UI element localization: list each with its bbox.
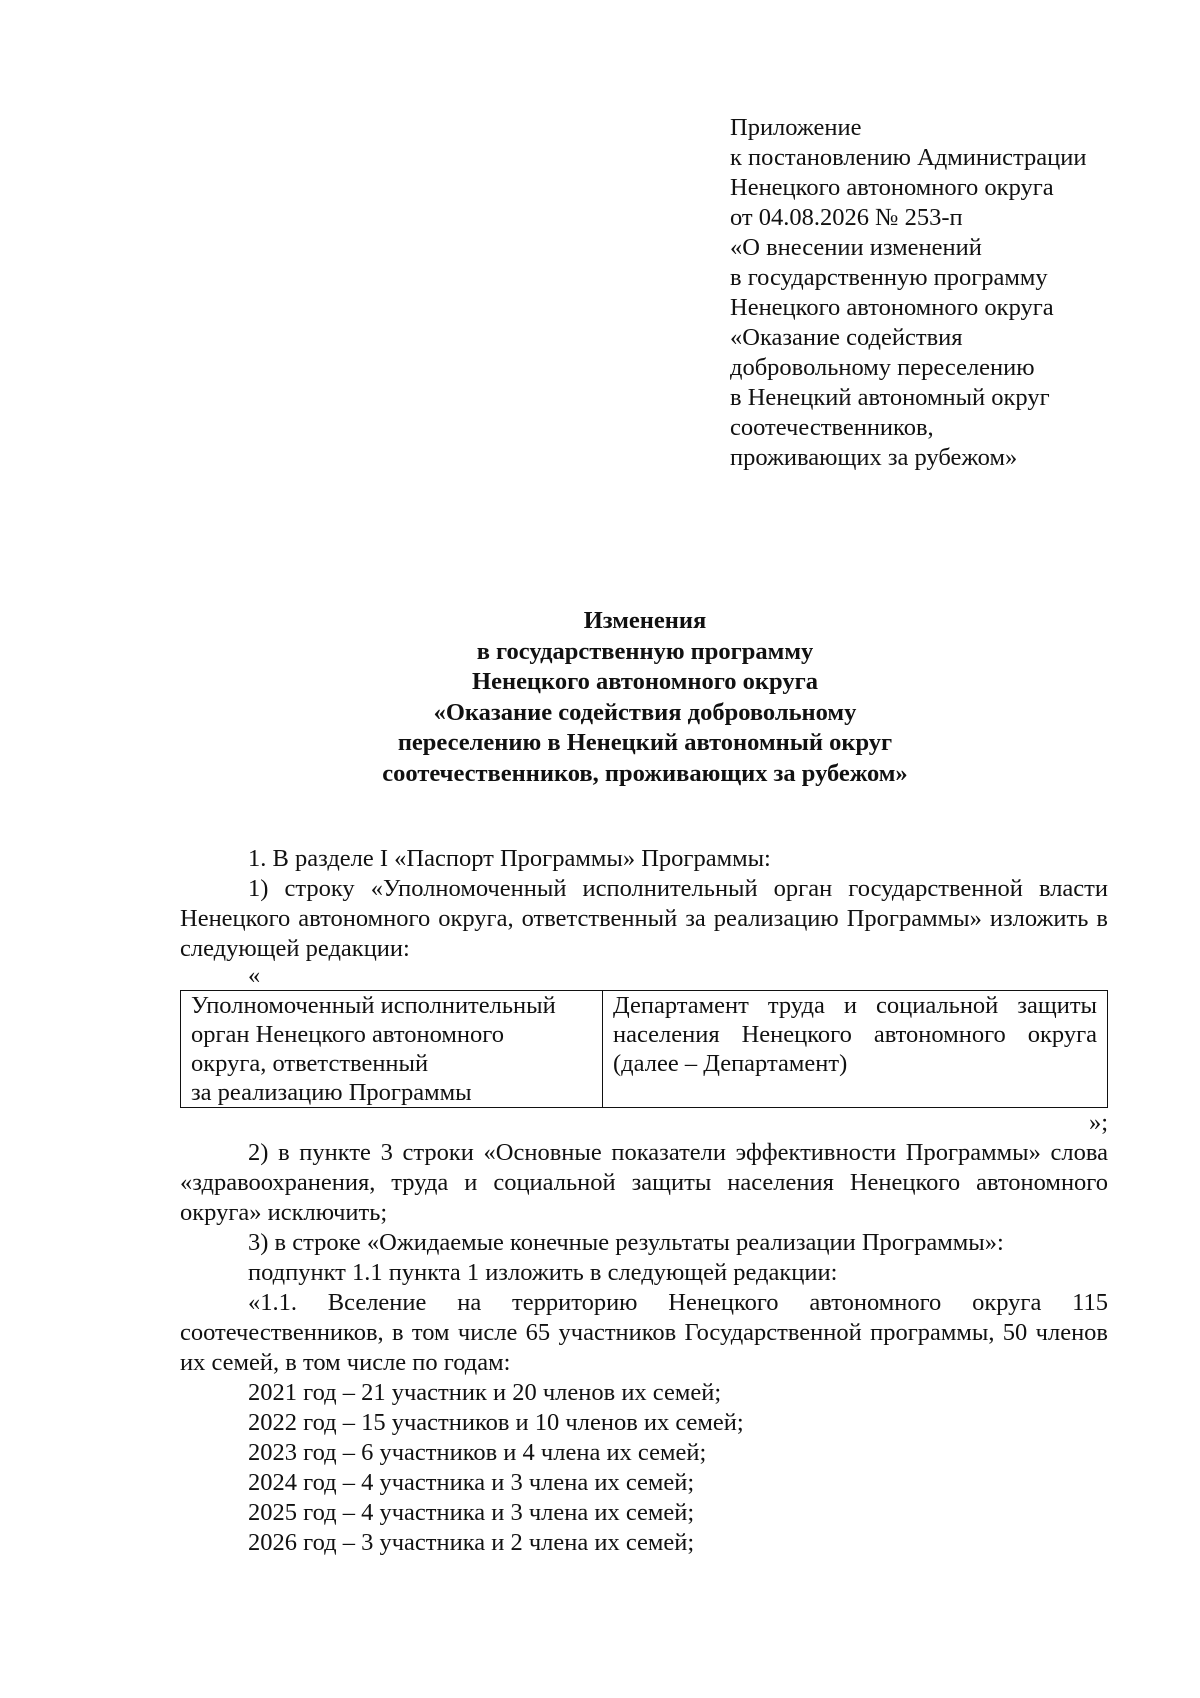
appendix-line: в Ненецкий автономный округ [730, 384, 1050, 411]
quote-open-mark: « [248, 962, 261, 989]
title-line: Изменения [583, 607, 707, 634]
passport-table [180, 990, 1108, 1108]
table-cell-value: Департамент труда и социальной защиты населения Ненецкого автономного округа (далее – Департамент) [603, 991, 1108, 1108]
table-row [181, 991, 1108, 1108]
year-item: 2023 год – 6 участников и 4 члена их семей; [248, 1439, 707, 1466]
paragraph: 2) в пункте 3 строки «Основные показатели эффективности Программы» слова «здравоохранения, труда и социальной защиты населения Ненецкого автономного округа» исключить; [180, 1139, 1108, 1226]
appendix-line: проживающих за рубежом» [730, 444, 1018, 471]
title-line: переселению в Ненецкий автономный округ [397, 729, 893, 756]
quote-close-mark: »; [1088, 1109, 1108, 1136]
title-line: соотечественников, проживающих за рубежом» [382, 759, 908, 787]
appendix-line: Ненецкого автономного округа [730, 294, 1054, 321]
cell-line: Уполномоченный исполнительный [191, 992, 556, 1019]
cell-line: орган Ненецкого автономного [191, 1021, 504, 1048]
paragraph: 1. В разделе I «Паспорт Программы» Программы: [248, 845, 771, 872]
document-title [180, 606, 1110, 789]
paragraph: 1) строку «Уполномоченный исполнительный орган государственной власти Ненецкого автономного округа, ответственный за реализацию Программы» изложить в следующей редакции: [180, 875, 1108, 962]
title-line: «Оказание содействия добровольному [433, 698, 857, 726]
year-item: 2025 год – 4 участника и 3 члена их семей; [248, 1499, 695, 1526]
year-item: 2024 год – 4 участника и 3 члена их семей; [248, 1469, 695, 1496]
paragraph: «1.1. Вселение на территорию Ненецкого автономного округа 115 соотечественников, в том числе 65 участников Государственной программы, 50 членов их семей, в том числе по годам: [180, 1289, 1108, 1376]
appendix-line: Приложение [730, 114, 862, 141]
paragraph: подпункт 1.1 пункта 1 изложить в следующей редакции: [248, 1259, 838, 1286]
year-item: 2022 год – 15 участников и 10 членов их семей; [248, 1409, 744, 1436]
appendix-line: Ненецкого автономного округа [730, 174, 1054, 201]
appendix-line: к постановлению Администрации [730, 144, 1087, 171]
appendix-header [730, 113, 1170, 473]
appendix-line: «Оказание содействия [730, 324, 963, 351]
title-line: Ненецкого автономного округа [472, 668, 818, 695]
table-cell-label [181, 991, 603, 1108]
appendix-line: от 04.08.2026 № 253-п [730, 204, 963, 231]
year-item: 2021 год – 21 участник и 20 членов их семей; [248, 1379, 722, 1406]
document-body [180, 844, 1108, 1558]
cell-line: округа, ответственный [191, 1050, 429, 1077]
appendix-line: добровольному переселению [730, 354, 1035, 381]
appendix-line: соотечественников, [730, 414, 934, 441]
paragraph: 3) в строке «Ожидаемые конечные результаты реализации Программы»: [248, 1229, 1004, 1256]
year-item: 2026 год – 3 участника и 2 члена их семей; [248, 1529, 695, 1556]
title-line: в государственную программу [476, 637, 814, 665]
cell-line: за реализацию Программы [191, 1079, 472, 1106]
appendix-line: «О внесении изменений [730, 234, 982, 261]
appendix-line: в государственную программу [730, 264, 1048, 291]
